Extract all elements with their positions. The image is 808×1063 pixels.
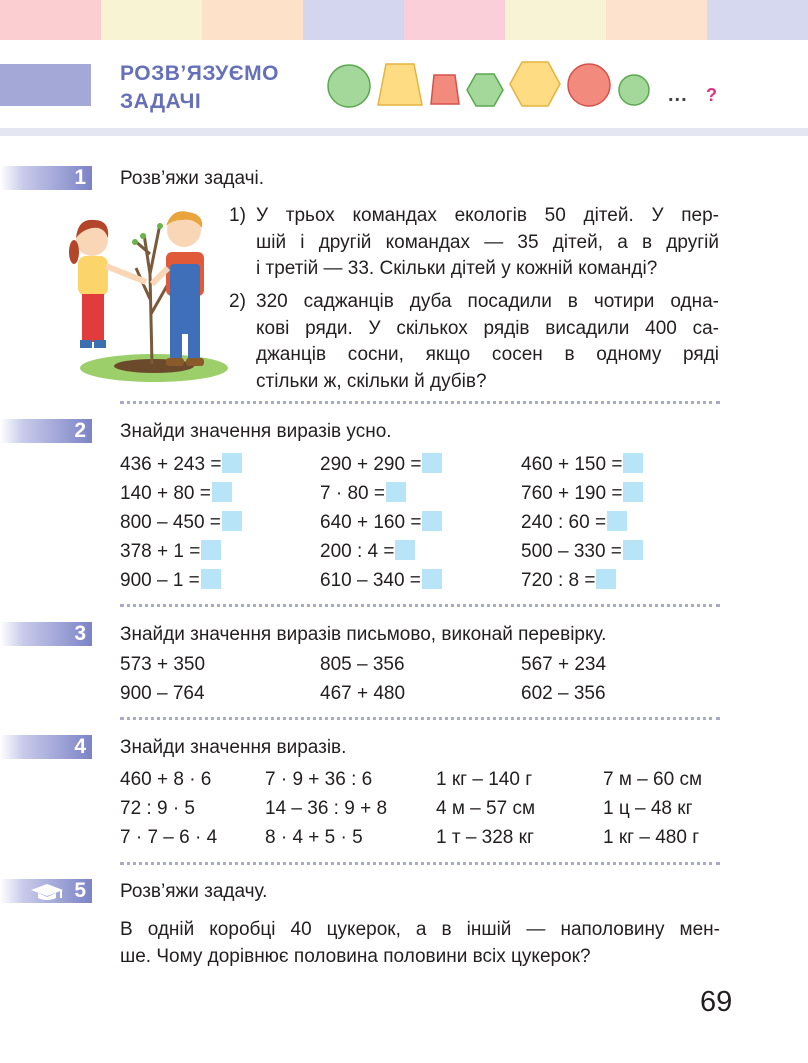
expression-text: 900 – 1 =: [120, 570, 200, 591]
expression: 7 м – 60 см: [603, 769, 703, 790]
question-mark: ?: [706, 85, 717, 105]
expression: 573 + 350: [120, 654, 206, 675]
problem-text-line: ше. Чому дорівнює половина половини всіх цукерок?: [120, 945, 591, 967]
top-stripe: [707, 0, 808, 40]
expression-text: 500 – 330 =: [521, 541, 622, 562]
expression-text: 7 · 80 =: [320, 483, 385, 504]
expression: 805 – 356: [320, 654, 405, 675]
top-stripe: [0, 0, 101, 40]
children-planting-tree-illustration: [64, 204, 230, 390]
answer-box[interactable]: [422, 569, 442, 589]
problem-text-line: В одній коробці 40 цукерок, а в іншій — наполовину мен-: [120, 919, 720, 940]
task-instruction: Розв’яжи задачі.: [120, 168, 265, 189]
task-instruction: Знайди значення виразів.: [120, 737, 347, 758]
yellow-hexagon-icon: [509, 61, 561, 107]
top-stripe: [202, 0, 303, 40]
page-number: 69: [700, 986, 733, 1018]
expression: 7 · 7 – 6 · 4: [120, 827, 218, 848]
answer-box[interactable]: [222, 511, 242, 531]
answer-box[interactable]: [422, 511, 442, 531]
expression: [120, 481, 232, 507]
expression: [120, 452, 242, 478]
task-number-tab: [0, 622, 92, 646]
expression: [320, 539, 415, 565]
expression-text: 640 + 160 =: [320, 512, 422, 533]
problem-text-line: кові ряди. У скількох рядів висадили 400 са-: [256, 317, 719, 339]
top-stripe: [606, 0, 707, 40]
expression: [320, 481, 406, 507]
answer-box[interactable]: [201, 569, 221, 589]
expression: [521, 568, 616, 594]
task-number-tab: [0, 735, 92, 759]
task-number: 1: [74, 166, 86, 189]
dotted-divider: [120, 401, 720, 404]
expression-text: 240 : 60 =: [521, 512, 607, 533]
dotted-divider: [120, 862, 720, 865]
top-stripe: [505, 0, 606, 40]
task-number: 4: [74, 735, 86, 758]
problem-text-line: стільки ж, скільки й дубів?: [256, 370, 487, 392]
problem-text-line: шій і другій командах — 35 дітей, а в другій: [256, 231, 719, 253]
answer-box[interactable]: [395, 540, 415, 560]
expression: 567 + 234: [521, 654, 607, 675]
expression: [320, 510, 442, 536]
task-instruction: Знайди значення виразів усно.: [120, 421, 392, 442]
expression-text: 378 + 1 =: [120, 541, 201, 562]
task-number: 2: [74, 419, 86, 442]
dotted-divider: [120, 604, 720, 607]
expression: [120, 568, 221, 594]
expression: [521, 510, 627, 536]
small-green-circle-icon: [617, 73, 651, 107]
expression-text: 290 + 290 =: [320, 454, 422, 475]
section-header-block: [0, 64, 91, 106]
header-divider: [0, 128, 808, 136]
section-title-line2: ЗАДАЧІ: [120, 90, 202, 113]
green-hexagon-icon: [466, 73, 504, 107]
red-trapezoid-icon: [429, 74, 461, 106]
answer-box[interactable]: [623, 453, 643, 473]
problem-text-line: джанців сосни, якщо сосен в одному ряді: [256, 344, 719, 365]
expression: [521, 452, 643, 478]
graduation-cap-icon: [30, 883, 64, 901]
task-number-tab: [0, 879, 92, 903]
answer-box[interactable]: [623, 540, 643, 560]
task-number-tab: [0, 166, 92, 190]
section-title: [120, 60, 320, 116]
answer-box[interactable]: [607, 511, 627, 531]
expression: [521, 539, 643, 565]
expression: 460 + 8 · 6: [120, 769, 212, 790]
problem-text-line: 320 саджанців дуба посадили в чотири одна-: [256, 291, 719, 312]
section-title-line1: РОЗВ’ЯЗУЄМО: [120, 62, 280, 85]
expression-text: 436 + 243 =: [120, 454, 222, 475]
problem-label: 1): [229, 205, 246, 226]
answer-box[interactable]: [212, 482, 232, 502]
expression: 4 м – 57 см: [436, 798, 536, 819]
expression: 1 т – 328 кг: [436, 827, 534, 848]
expression-text: 200 : 4 =: [320, 541, 395, 562]
expression-text: 140 + 80 =: [120, 483, 211, 504]
expression: 8 · 4 + 5 · 5: [265, 827, 363, 848]
answer-box[interactable]: [201, 540, 221, 560]
dotted-divider: [120, 717, 720, 720]
answer-box[interactable]: [386, 482, 406, 502]
expression: [320, 452, 442, 478]
expression: 1 ц – 48 кг: [603, 798, 693, 819]
expression: [120, 510, 242, 536]
expression: 72 : 9 · 5: [120, 798, 195, 819]
task-number: 5: [74, 879, 86, 902]
top-stripe: [303, 0, 404, 40]
expression-text: 610 – 340 =: [320, 570, 421, 591]
expression: 14 – 36 : 9 + 8: [265, 798, 388, 819]
task-number-tab: [0, 419, 92, 443]
expression: [521, 481, 643, 507]
expression-text: 800 – 450 =: [120, 512, 221, 533]
problem-text-line: і третій — 33. Скільки дітей у кожній команді?: [256, 258, 658, 279]
task-instruction: Розв’яжи задачу.: [120, 881, 268, 902]
expression: 1 кг – 480 г: [603, 827, 700, 848]
expression-text: 720 : 8 =: [521, 570, 596, 591]
problem-text-line: У трьох командах екологів 50 дітей. У пер-: [256, 205, 719, 226]
expression-text: 760 + 190 =: [521, 483, 623, 504]
task-number: 3: [74, 622, 86, 645]
expression: 602 – 356: [521, 683, 606, 704]
answer-box[interactable]: [623, 482, 643, 502]
problem-text: [120, 917, 720, 970]
expression: 467 + 480: [320, 683, 406, 704]
expression: [320, 568, 442, 594]
problem-text: [256, 289, 719, 395]
expression-text: 460 + 150 =: [521, 454, 623, 475]
expression: 900 – 764: [120, 683, 205, 704]
answer-box[interactable]: [422, 453, 442, 473]
green-circle-icon: [326, 63, 372, 109]
problem-text: [256, 203, 719, 283]
top-stripe: [101, 0, 202, 40]
yellow-trapezoid-icon: [377, 63, 423, 107]
expression: 7 · 9 + 36 : 6: [265, 769, 373, 790]
task-instruction: Знайди значення виразів письмово, виконай перевірку.: [120, 624, 607, 645]
top-stripe: [404, 0, 505, 40]
answer-box[interactable]: [222, 453, 242, 473]
expression: 1 кг – 140 г: [436, 769, 533, 790]
expression: [120, 539, 221, 565]
problem-label: 2): [229, 291, 246, 312]
red-circle-icon: [566, 62, 612, 108]
answer-box[interactable]: [596, 569, 616, 589]
shapes-ellipsis: ...: [668, 84, 688, 106]
